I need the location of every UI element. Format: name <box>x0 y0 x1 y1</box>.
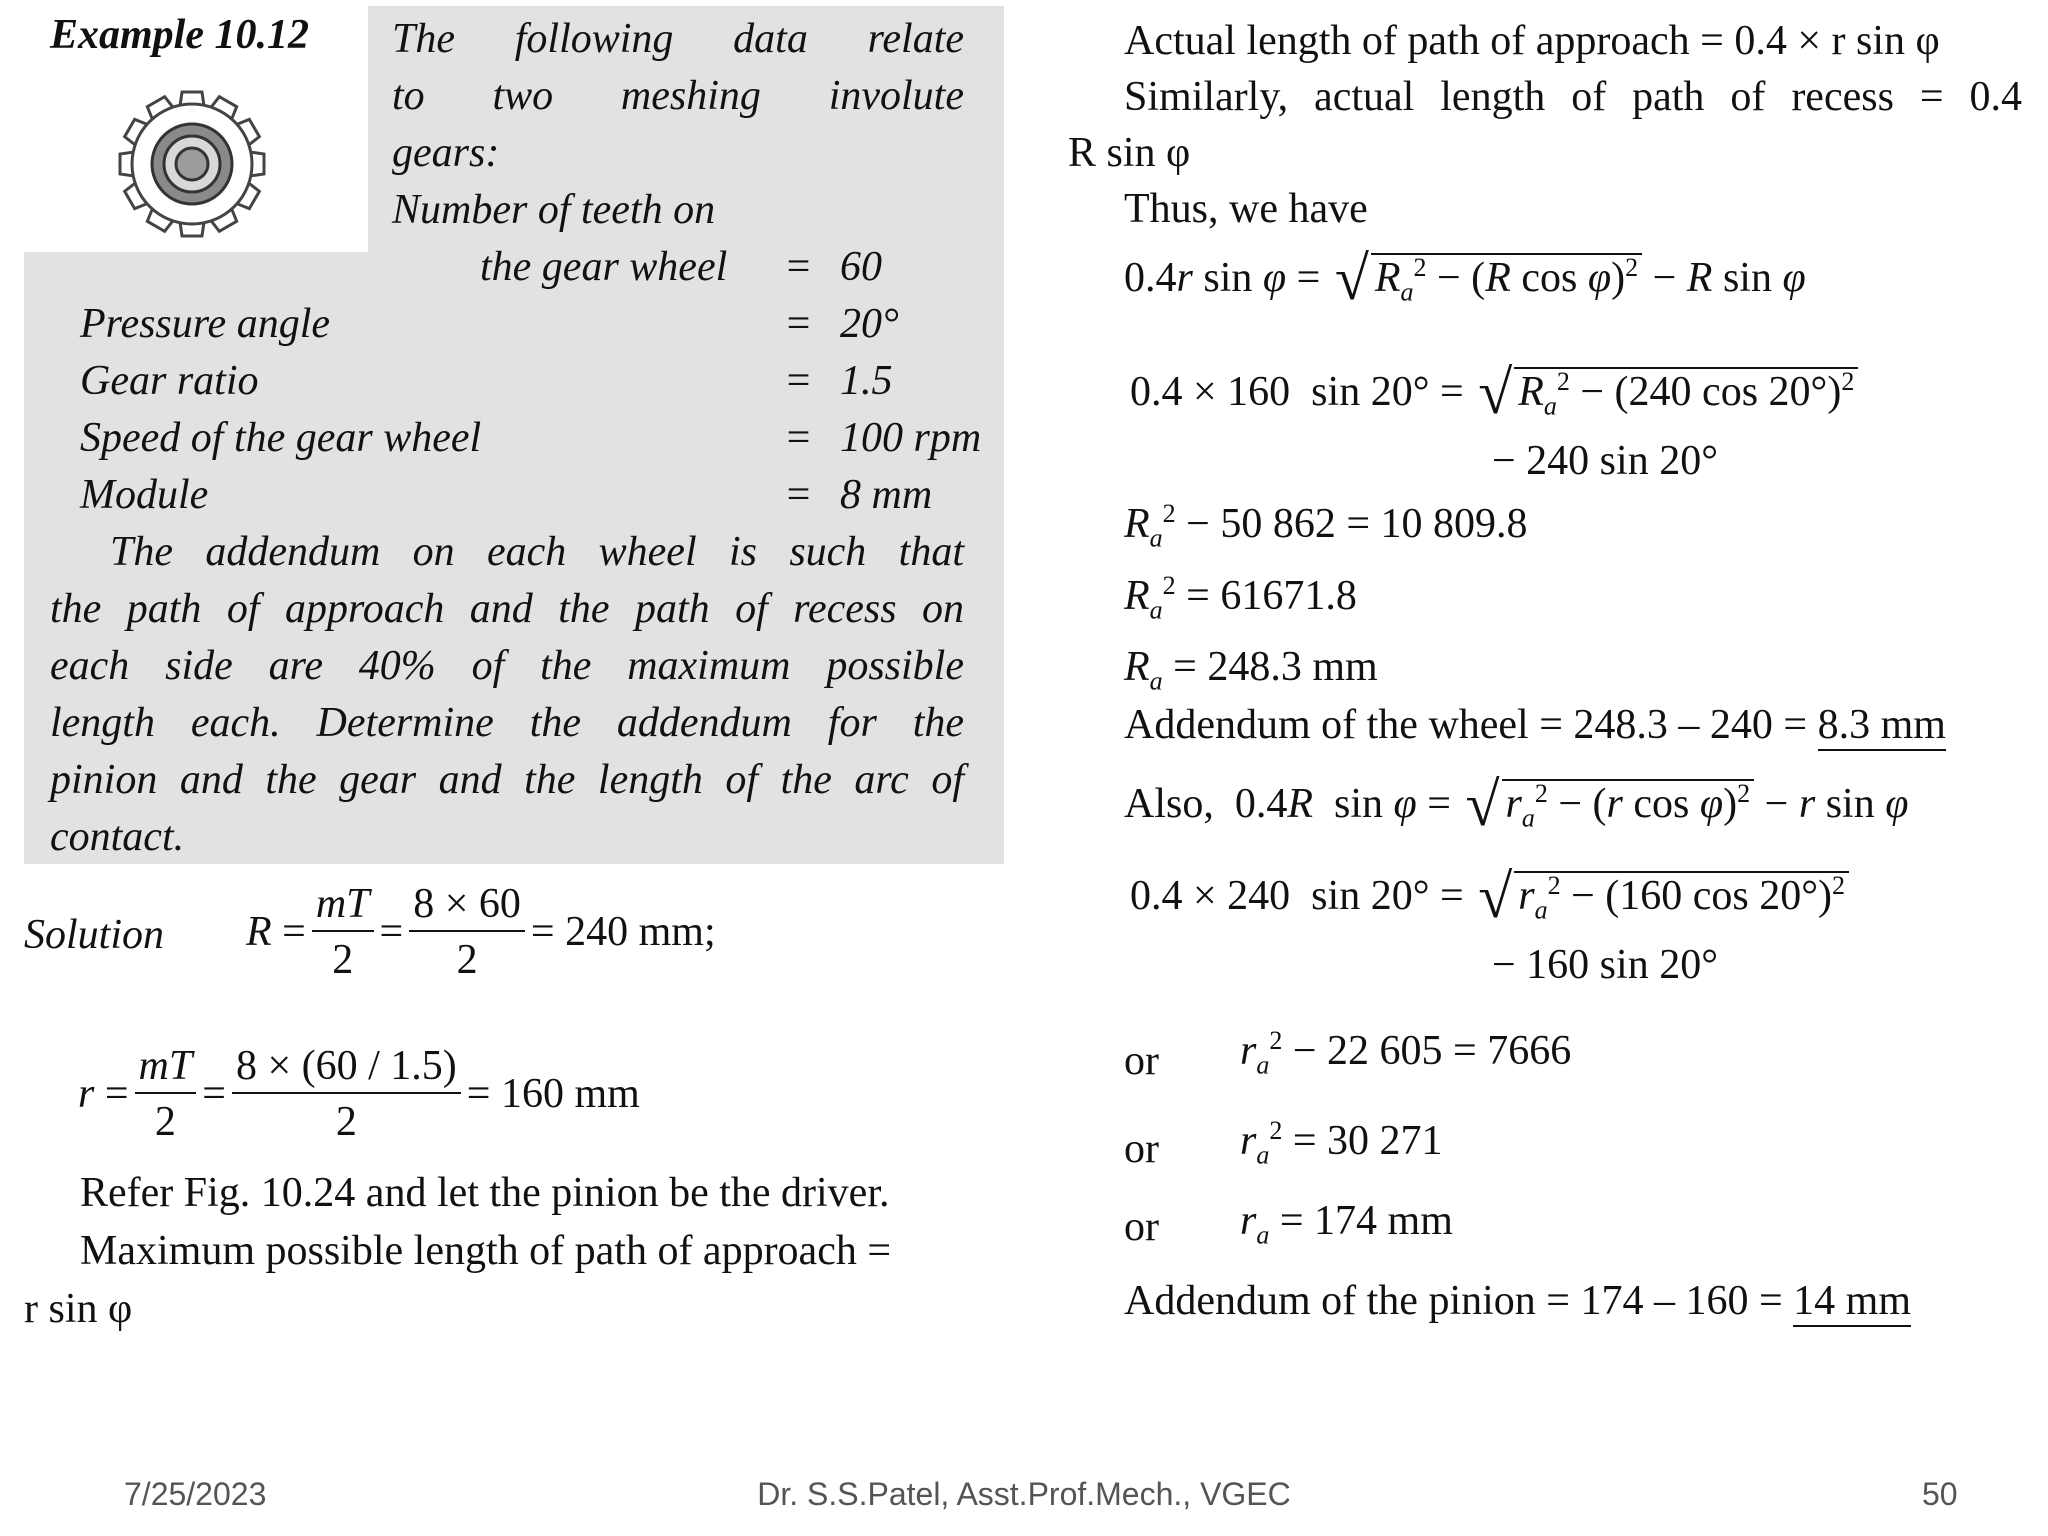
equation: 0.4 × 160 sin 20° = √ $R_a^2 - (240$ cos 20°)$^2$ <box>1130 362 1858 424</box>
example-para-line: pinion and the gear and the length of the arc of <box>50 757 964 803</box>
example-intro-line-5: the gear wheel <box>480 244 728 290</box>
equation: $r_a = 174$ mm <box>1240 1198 1453 1250</box>
param-equals: = <box>784 301 813 347</box>
right-line: Similarly, actual length of path of recess = 0.4 <box>1124 74 2022 120</box>
param-name: Speed of the gear wheel <box>80 415 482 461</box>
param-equals: = <box>784 415 813 461</box>
equation: − 240 sin 20° <box>1492 438 1718 484</box>
example-para-line: contact. <box>50 814 185 860</box>
example-para-line: The addendum on each wheel is such that <box>110 529 964 575</box>
param-value: 1.5 <box>840 358 893 404</box>
example-intro-line-2: to two meshing involute <box>392 73 964 119</box>
equation: Also, 0.4R sin φ = √ $r_a^2 - (r$ cos φ)$^2$ − r sin φ <box>1124 771 1909 839</box>
example-para-line: length each. Determine the addendum for the <box>50 700 964 746</box>
equation-R: R = $\frac{mT}{2}$ = $\frac{8 \times 60}{2}$ = 240 mm; <box>246 881 716 984</box>
or-label: or <box>1124 1204 1159 1250</box>
maxpath-line: r sin φ <box>24 1286 133 1332</box>
equation: $r_a^2 - 22$ 605 = 7666 <box>1240 1026 1572 1080</box>
equation: $r_a^2 = 30$ 271 <box>1240 1116 1443 1170</box>
example-intro-line-3: gears: <box>392 130 500 176</box>
gear-icon <box>112 84 272 244</box>
param-value: 8 mm <box>840 472 933 518</box>
equation: $R_a = 248.3$ mm <box>1124 644 1378 696</box>
or-label: or <box>1124 1126 1159 1172</box>
equation: $R_a^2 - 50$ 862 = 10 809.8 <box>1124 499 1528 553</box>
example-label: Example 10.12 <box>50 12 309 58</box>
example-para-line: the path of approach and the path of recess on <box>50 586 964 632</box>
example-intro-line-1: The following data relate <box>392 16 964 62</box>
footer-date: 7/25/2023 <box>124 1476 267 1512</box>
example-para-line: each side are 40% of the maximum possible <box>50 643 964 689</box>
param-name: Module <box>80 472 209 518</box>
equation: − 160 sin 20° <box>1492 942 1718 988</box>
param-equals: = <box>784 244 813 290</box>
refer-line: Refer Fig. 10.24 and let the pinion be the driver. <box>80 1170 890 1216</box>
equation: $R_a^2 = 61671.8$ <box>1124 571 1357 625</box>
page-number: 50 <box>1922 1476 1958 1512</box>
right-line: Actual length of path of approach = 0.4 × r sin φ <box>1124 18 1940 64</box>
pinion-addendum-result: 14 mm <box>1793 1278 1911 1327</box>
thus-line: Thus, we have <box>1124 186 1368 232</box>
param-name: Pressure angle <box>80 301 331 347</box>
or-label: or <box>1124 1038 1159 1084</box>
right-line: R sin φ <box>1068 130 1191 176</box>
equation-r: r = $\frac{mT}{2}$ = $\frac{8 \times (60 / 1.5)}{2}$ = 160 mm <box>78 1043 640 1146</box>
equation: 0.4r sin φ = √ $R_a^2 - (R$ cos φ)$^2$ − R sin φ <box>1124 245 1806 313</box>
equation: 0.4 × 240 sin 20° = √ $r_a^2 - (160$ cos 20°)$^2$ <box>1130 866 1849 928</box>
wheel-addendum-result: 8.3 mm <box>1818 702 1946 751</box>
wheel-addendum-line: Addendum of the wheel = 248.3 – 240 = 8.3 mm <box>1124 704 1946 746</box>
pinion-addendum-line: Addendum of the pinion = 174 – 160 = 14 mm <box>1124 1280 1911 1322</box>
example-intro-line-4: Number of teeth on <box>392 187 716 233</box>
param-name: Gear ratio <box>80 358 259 404</box>
solution-label: Solution <box>24 912 165 958</box>
param-equals: = <box>784 358 813 404</box>
param-equals: = <box>784 472 813 518</box>
footer-author: Dr. S.S.Patel, Asst.Prof.Mech., VGEC <box>757 1476 1291 1512</box>
param-value: 20° <box>840 301 899 347</box>
maxpath-line: Maximum possible length of path of approach = <box>80 1228 892 1274</box>
param-value: 100 rpm <box>840 415 982 461</box>
teeth-value: 60 <box>840 244 882 290</box>
